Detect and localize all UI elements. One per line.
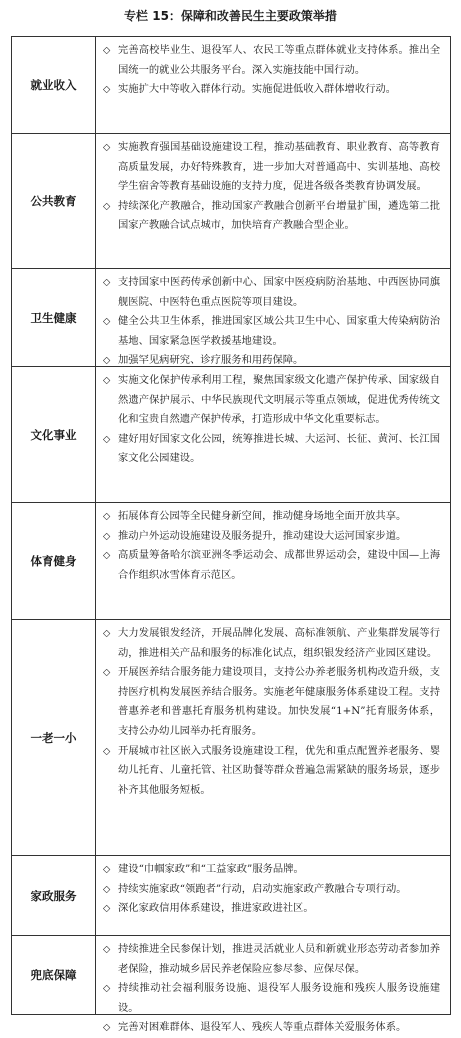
table-row xyxy=(12,134,450,269)
diamond-bullet-icon: ◇ xyxy=(103,864,111,875)
measure-text: 深化家政信用体系建设，推进家政进社区。 xyxy=(118,902,314,915)
diamond-bullet-icon: ◇ xyxy=(103,903,111,915)
diamond-bullet-icon: ◇ xyxy=(103,355,111,367)
list-item xyxy=(102,371,440,430)
diamond-bullet-icon: ◇ xyxy=(103,142,111,153)
measure-list xyxy=(96,936,450,1038)
list-item xyxy=(102,624,440,663)
list-item xyxy=(102,527,440,547)
measure-list xyxy=(96,503,450,585)
diamond-bullet-icon: ◇ xyxy=(103,628,111,639)
measure-text: 持续实施家政“领跑者”行动，启动实施家政产教融合专项行动。 xyxy=(118,882,407,895)
measure-text: 拓展体育公园等全民健身新空间，推动健身场地全面开放共享。 xyxy=(118,510,407,522)
measure-text: 持续推动社会福利服务设施、退役军人服务设施和残疾人服务设施建设。 xyxy=(118,982,440,1014)
diamond-bullet-icon: ◇ xyxy=(103,84,111,96)
measure-text: 建好用好国家文化公园，统筹推进长城、大运河、长征、黄河、长江国家文化公园建设。 xyxy=(118,432,440,465)
row-label: 就业收入 xyxy=(12,37,96,133)
measure-list xyxy=(96,37,450,100)
diamond-bullet-icon: ◇ xyxy=(103,944,111,955)
table-row xyxy=(12,37,450,134)
measure-text: 完善对困难群体、退役军人、残疾人等重点群体关爱服务体系。 xyxy=(118,1021,407,1034)
measure-list xyxy=(96,367,450,469)
column-title: 专栏 15：保障和改善民生主要政策举措 xyxy=(124,9,337,23)
measure-text: 高质量筹备哈尔滨亚洲冬季运动会、成都世界运动会，建设中国—上海合作组织冰雪体育示范区。 xyxy=(118,549,440,581)
row-label: 家政服务 xyxy=(12,856,96,935)
measure-text: 完善高校毕业生、退役军人、农民工等重点群体就业支持体系。推出全国统一的就业公共服务平台。深入实施技能中国行动。 xyxy=(118,44,440,76)
measure-text: 实施教育强国基础设施建设工程，推动基础教育、职业教育、高等教育高质量发展，办好特殊教育，进一步加大对普通高中、实训基地、高校学生宿舍等教育基础设施的支持力度，促进各级各类教育协调发展。 xyxy=(118,141,440,193)
table-row xyxy=(12,269,450,367)
diamond-bullet-icon: ◇ xyxy=(103,200,111,212)
diamond-bullet-icon: ◇ xyxy=(103,45,111,56)
measure-list xyxy=(96,134,450,236)
row-label: 文化事业 xyxy=(12,367,96,502)
list-item xyxy=(102,80,440,100)
list-item xyxy=(102,507,440,527)
table-row xyxy=(12,856,450,936)
list-item xyxy=(102,663,440,741)
measure-text: 开展医养结合服务能力建设项目，支持公办养老服务机构改造升级，支持医疗机构发展医养结合服务。实施老年健康服务体系建设工程。支持普惠养老和普惠托育服务机构建设。加快发展“1+N”托育服务体系，支持公办幼儿园举办托育服务。 xyxy=(118,666,440,737)
list-item xyxy=(102,430,440,469)
measure-text: 健全公共卫生体系，推进国家区域公共卫生中心、国家重大传染病防治基地、国家紧急医学救援基地建设。 xyxy=(118,315,440,347)
measure-text: 实施扩大中等收入群体行动。实施促进低收入群体增收行动。 xyxy=(118,83,397,96)
row-label: 卫生健康 xyxy=(12,269,96,366)
table-row xyxy=(12,936,450,1034)
diamond-bullet-icon: ◇ xyxy=(103,530,111,542)
list-item xyxy=(102,312,440,351)
measure-list xyxy=(96,620,450,800)
measure-list xyxy=(96,856,450,919)
measure-text: 大力发展银发经济，开展品牌化发展、高标准领航、产业集群发展等行动，推进相关产品和服务的标准化试点，组织银发经济产业园区建设。 xyxy=(118,627,440,659)
measure-text: 支持国家中医药传承创新中心、国家中医疫病防治基地、中西医协同旗舰医院、中医特色重点医院等项目建设。 xyxy=(118,276,440,308)
list-item xyxy=(102,899,440,919)
diamond-bullet-icon: ◇ xyxy=(103,667,111,679)
measure-text: 建设“巾帼家政”和“工益家政”服务品牌。 xyxy=(118,863,304,875)
policy-table xyxy=(11,36,451,1034)
measure-text: 加强罕见病研究、诊疗服务和用药保障。 xyxy=(118,354,304,367)
diamond-bullet-icon: ◇ xyxy=(103,316,111,328)
row-label: 兜底保障 xyxy=(12,936,96,1014)
row-label: 公共教育 xyxy=(12,134,96,268)
list-item xyxy=(102,742,440,801)
row-label: 体育健身 xyxy=(12,503,96,619)
diamond-bullet-icon: ◇ xyxy=(103,983,111,995)
list-item xyxy=(102,860,440,880)
diamond-bullet-icon: ◇ xyxy=(103,745,111,757)
list-item xyxy=(102,197,440,236)
measure-text: 推动户外运动设施建设及服务提升，推动建设大运河国家步道。 xyxy=(118,529,407,542)
list-item xyxy=(102,1018,440,1038)
list-item xyxy=(102,273,440,312)
table-row xyxy=(12,503,450,620)
measure-text: 持续推进全民参保计划，推进灵活就业人员和新就业形态劳动者参加养老保险，推动城乡居民养老保险应参尽参、应保尽保。 xyxy=(118,943,440,975)
measure-text: 持续深化产教融合，推动国家产教融合创新平台增量扩围，遴选第二批国家产教融合试点城市，加快培育产教融合型企业。 xyxy=(118,199,440,232)
table-row xyxy=(12,620,450,856)
diamond-bullet-icon: ◇ xyxy=(103,375,111,386)
list-item xyxy=(102,979,440,1018)
list-item xyxy=(102,546,440,585)
diamond-bullet-icon: ◇ xyxy=(103,550,111,562)
diamond-bullet-icon: ◇ xyxy=(103,277,111,288)
table-row xyxy=(12,367,450,503)
measure-text: 实施文化保护传承利用工程，聚焦国家级文化遗产保护传承、国家级自然遗产保护展示、中华民族现代文明展示等重点领域，促进优秀传统文化和宝贵自然遗产保护传承，打造形成中华文化重要标志。 xyxy=(118,374,440,426)
diamond-bullet-icon: ◇ xyxy=(103,883,111,895)
list-item xyxy=(102,138,440,197)
measure-list xyxy=(96,269,450,371)
diamond-bullet-icon: ◇ xyxy=(103,511,111,522)
list-item xyxy=(102,940,440,979)
diamond-bullet-icon: ◇ xyxy=(103,433,111,445)
list-item xyxy=(102,41,440,80)
measure-text: 开展城市社区嵌入式服务设施建设工程，优先和重点配置养老服务、婴幼儿托育、儿童托管、社区助餐等群众普遍急需紧缺的服务场景，逐步补齐其他服务短板。 xyxy=(118,744,440,796)
diamond-bullet-icon: ◇ xyxy=(103,1022,111,1034)
row-label: 一老一小 xyxy=(12,620,96,855)
list-item xyxy=(102,880,440,900)
